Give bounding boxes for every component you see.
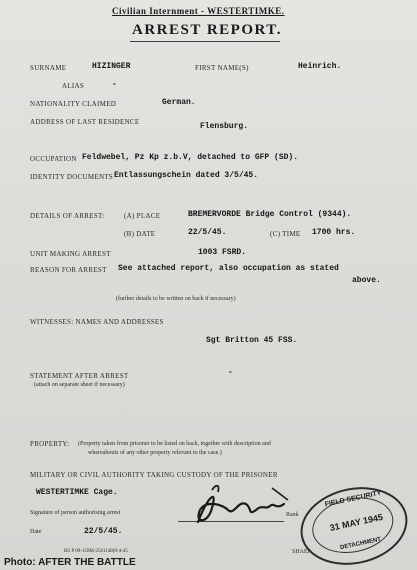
- date-label: (B) DATE: [124, 230, 156, 238]
- nationality-value: German.: [162, 98, 196, 107]
- reason-label: REASON FOR ARREST: [30, 266, 107, 274]
- property-note-continued: whereabouts of any other property relevant to the case.): [88, 450, 222, 456]
- witnesses-label: WITNESSES: NAMES AND ADDRESSES: [30, 318, 164, 326]
- form-title: ARREST REPORT.: [132, 22, 282, 38]
- unit-label: UNIT MAKING ARREST: [30, 250, 111, 258]
- stamp-line1: FIELD SECURITY: [324, 489, 383, 509]
- authority-label: MILITARY OR CIVIL AUTHORITY TAKING CUSTODY OF THE PRISONER: [30, 471, 278, 479]
- occupation-value: Feldwebel, Pz Kp z.b.V, detached to GFP (SD).: [82, 153, 299, 162]
- identity-label: IDENTITY DOCUMENTS: [30, 173, 114, 181]
- place-label: (A) PLACE: [124, 212, 161, 220]
- statement-value: -: [228, 368, 233, 377]
- title-underline: [130, 41, 280, 42]
- property-note: (Property taken from prisoner to be listed on back, together with description and: [78, 441, 271, 447]
- footer-print-code: BS P 09-150M-2561148(0-4-45: [64, 549, 128, 554]
- date2-label: Date: [30, 529, 42, 535]
- property-label: PROPERTY:: [30, 440, 70, 448]
- address-value: Flensburg.: [200, 122, 249, 131]
- signature-label: Signature of person authorising arrest: [30, 510, 121, 516]
- address-label: ADDRESS OF LAST RESIDENCE: [30, 118, 140, 126]
- place-value: BREMERVORDE Bridge Control (9344).: [188, 210, 352, 219]
- unit-value: 1003 FSRD.: [198, 248, 247, 257]
- reason-value: See attached report, also occupation as stated: [118, 264, 339, 273]
- surname-value: HIZINGER: [92, 62, 131, 71]
- statement-note: (attach on separate sheet if necessary): [34, 382, 125, 388]
- handwritten-signature: [176, 480, 306, 532]
- rank-label: Rank: [286, 512, 299, 518]
- alias-label: ALIAS: [62, 82, 85, 90]
- time-label: (C) TIME: [270, 230, 301, 238]
- form-subtitle: Civilian Internment - WESTERTIMKE.: [112, 6, 285, 16]
- occupation-label: OCCUPATION: [30, 155, 77, 163]
- details-label: DETAILS OF ARREST:: [30, 212, 105, 220]
- identity-value: Entlassungschein dated 3/5/45.: [114, 171, 259, 180]
- photo-credit-caption: Photo: AFTER THE BATTLE: [4, 557, 136, 568]
- first-name-label: FIRST NAME(S): [195, 64, 249, 72]
- nationality-label: NATIONALITY CLAIMED: [30, 100, 117, 108]
- witnesses-value: Sgt Britton 45 FSS.: [206, 336, 298, 345]
- stamp-line3: DETACHMENT: [339, 536, 382, 552]
- further-details-note: (further details to be written on back if necessary): [116, 296, 236, 302]
- first-name-value: Heinrich.: [298, 62, 342, 71]
- time-value: 1700 hrs.: [312, 228, 356, 237]
- statement-label: STATEMENT AFTER ARREST: [30, 372, 129, 380]
- surname-label: SURNAME: [30, 64, 67, 72]
- authority-value: WESTERTIMKE Cage.: [36, 488, 118, 497]
- date-value: 22/5/45.: [188, 228, 227, 237]
- alias-value: -: [112, 80, 117, 89]
- shaef-label: SHAEF: [292, 549, 312, 555]
- stamp-date: 31 MAY 1945: [328, 511, 384, 533]
- date2-value: 22/5/45.: [84, 527, 123, 536]
- field-security-stamp: [293, 478, 414, 570]
- reason-value-continued: above.: [352, 276, 381, 285]
